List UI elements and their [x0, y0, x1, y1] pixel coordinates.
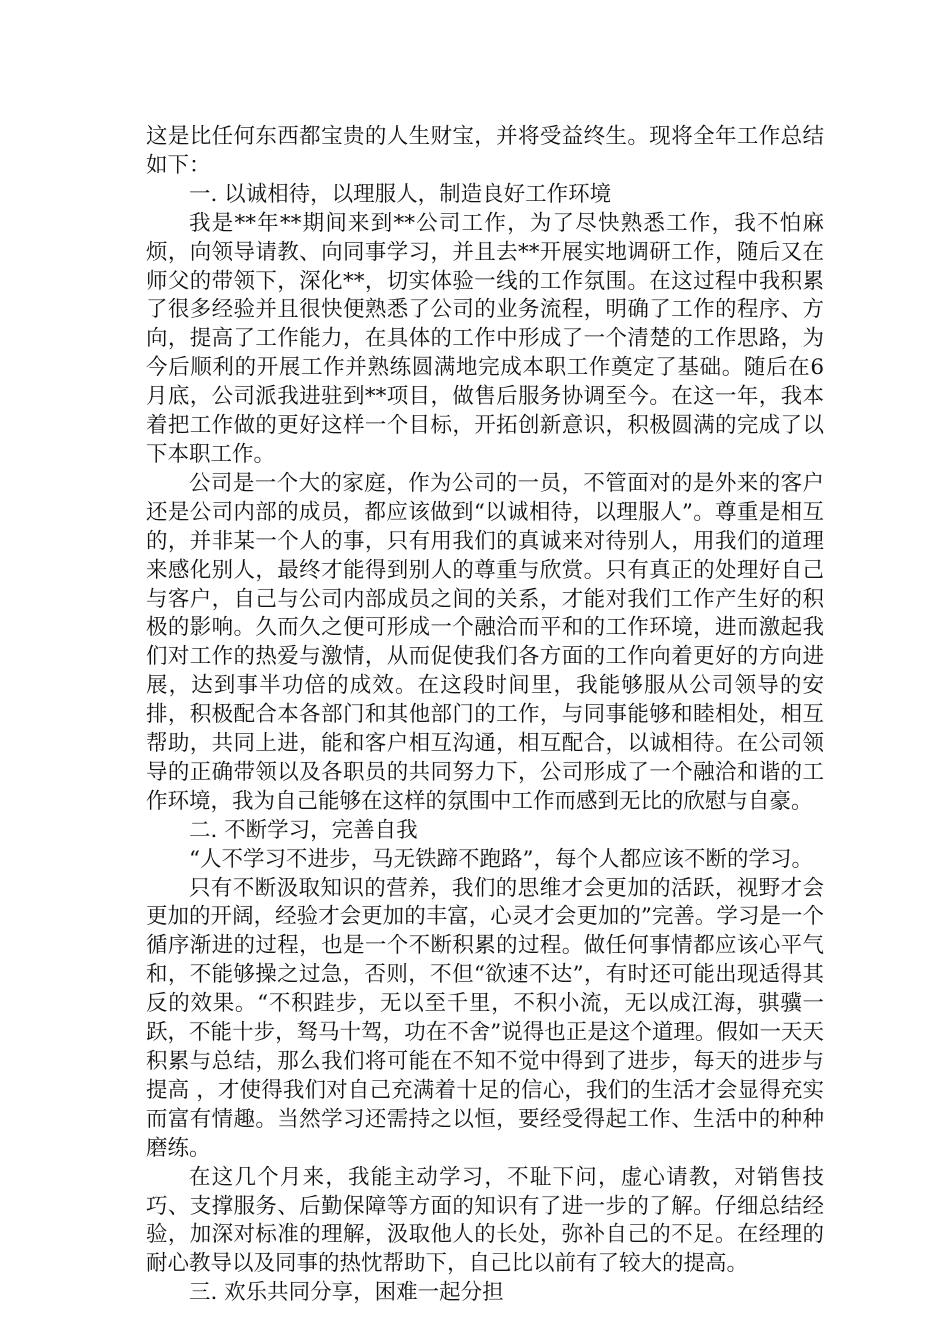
body-paragraph: 只有不断汲取知识的营养，我们的思维才会更加的活跃，视野才会更加的开阔，经验才会更加的丰富，心灵才会更加的”完善。学习是一个循序渐进的过程，也是一个不断积累的过程。做任何事情都应该心平气和，不能够操之过急，否则，不但“欲速不达”，有时还可能出现适得其反的效果。“不积跬步，无以至千里，不积小流，无以成江海，骐骥一跃，不能十步，驽马十驾，功在不舍”说得也正是这个道理。假如一天天积累与总结，那么我们将可能在不知不觉中得到了进步，每天的进步与提高 ，才使得我们对自己充满着十足的信心，我们的生活才会显得充实而富有情趣。当然学习还需持之以恒，要经受得起工作、生活中的种种磨练。 [146, 875, 824, 1161]
body-paragraph: 在这几个月来，我能主动学习，不耻下问，虚心请教，对销售技巧、支撑服务、后勤保障等方面的知识有了进一步的了解。仔细总结经验，加深对标准的理解，汲取他人的长处，弥补自己的不足。在经理的耐心教导以及同事的热忱帮助下，自己比以前有了较大的提高。 [146, 1164, 824, 1277]
document-body [146, 123, 824, 1308]
body-paragraph: 我是**年**期间来到**公司工作，为了尽快熟悉工作，我不怕麻烦，向领导请教、向同事学习，并且去**开展实地调研工作，随后又在师父的带领下，深化**，切实体验一线的工作氛围。在这过程中我积累了很多经验并且很快便熟悉了公司的业务流程，明确了工作的程序、方向，提高了工作能力，在具体的工作中形成了一个清楚的工作思路，为今后顺利的开展工作并熟练圆满地完成本职工作奠定了基础。随后在6月底，公司派我进驻到**项目，做售后服务协调至今。在这一年，我本着把工作做的更好这样一个目标，开拓创新意识，积极圆满的完成了以下本职工作。 [146, 210, 824, 467]
intro-paragraph: 这是比任何东西都宝贵的人生财宝，并将受益终生。现将全年工作总结如下： [146, 124, 824, 178]
body-paragraph: 公司是一个大的家庭，作为公司的一员，不管面对的是外来的客户还是公司内部的成员，都应该做到“以诚相待，以理服人”。尊重是相互的，并非某一个人的事，只有用我们的真诚来对待别人，用我们的道理来感化别人，最终才能得到别人的尊重与欣赏。只有真正的处理好自己与客户，自己与公司内部成员之间的关系，才能对我们工作产生好的积极的影响。久而久之便可形成一个融洽而平和的工作环境，进而激起我们对工作的热爱与激情，从而促使我们各方面的工作向着更好的方向进展，达到事半功倍的成效。在这段时间里，我能够服从公司领导的安排，积极配合本各部门和其他部门的工作，与同事能够和睦相处，相互帮助，共同上进，能和客户相互沟通，相互配合，以诚相待。在公司领导的正确带领以及各职员的共同努力下，公司形成了一个融洽和谐的工作环境，我为自己能够在这样的氛围中工作而感到无比的欣慰与自豪。 [146, 470, 824, 814]
section-heading-2: 二. 不断学习，完善自我 [189, 817, 418, 843]
body-paragraph: “人不学习不进步，马无铁蹄不跑路”，每个人都应该不断的学习。 [189, 846, 813, 872]
section-heading-3: 三. 欢乐共同分享，困难一起分担 [189, 1280, 504, 1306]
section-heading-1: 一. 以诚相待，以理服人，制造良好工作环境 [189, 181, 612, 207]
